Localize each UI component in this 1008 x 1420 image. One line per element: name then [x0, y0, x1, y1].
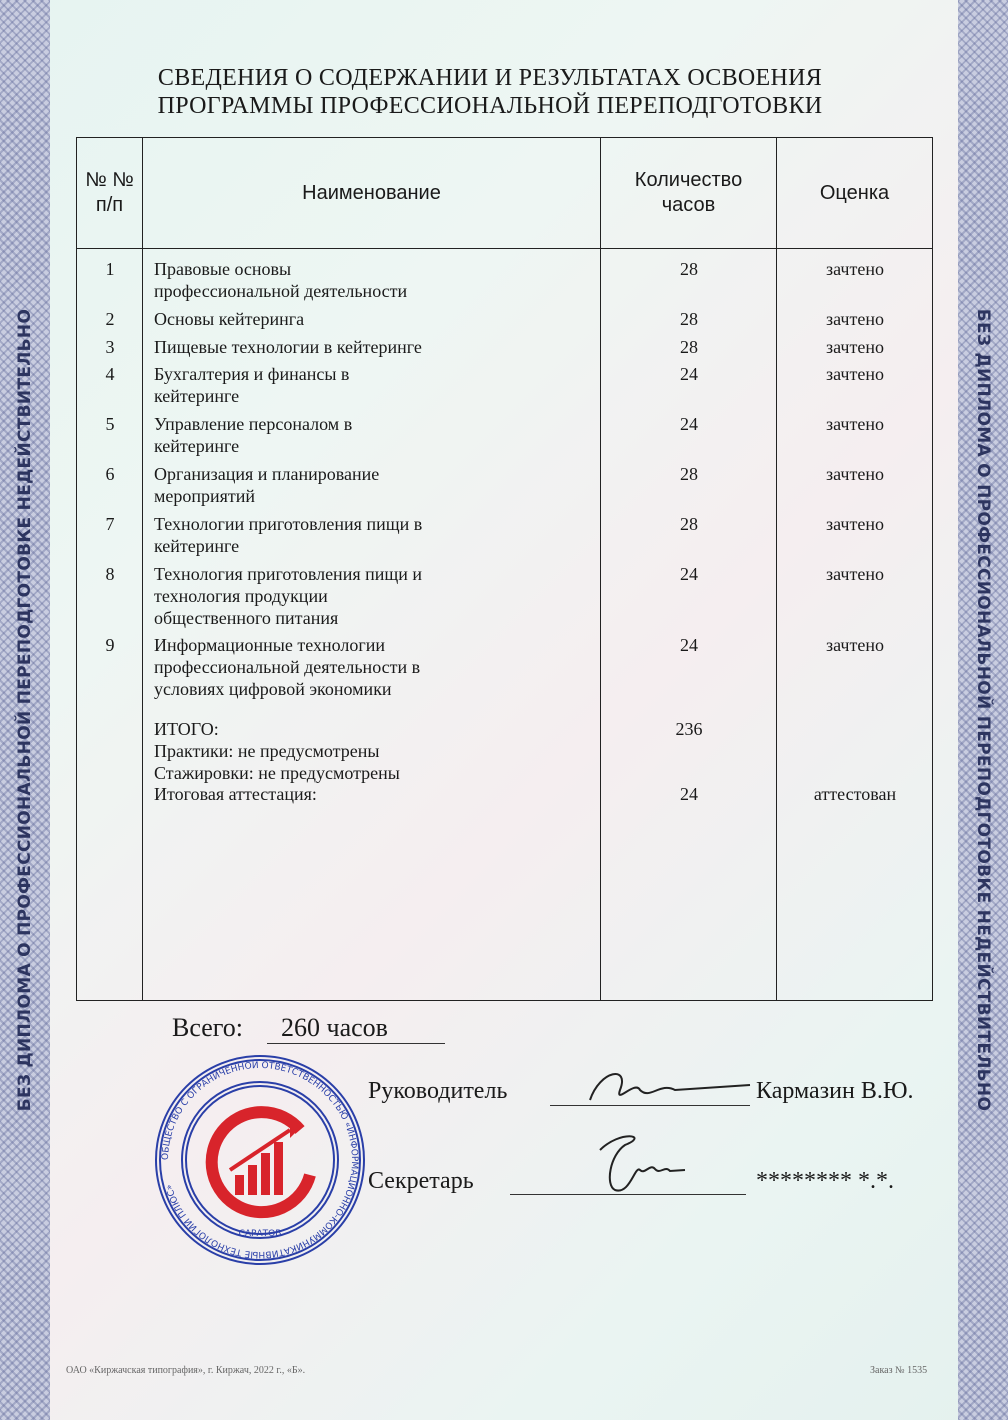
course-name-line: Информационные технологии [154, 635, 386, 655]
row-course-name [154, 336, 504, 358]
organization-seal [150, 1050, 370, 1270]
row-hours: 24 [680, 414, 698, 434]
final-attestation-label: Итоговая аттестация: [154, 784, 317, 804]
practice-note: Практики: не предусмотрены [154, 741, 380, 761]
title-line-1: СВЕДЕНИЯ О СОДЕРЖАНИИ И РЕЗУЛЬТАТАХ ОСВОЕНИЯ [157, 65, 823, 91]
row-grade: зачтено [826, 259, 884, 279]
course-name-line: мероприятий [154, 486, 256, 506]
row-hours: 24 [680, 364, 698, 384]
course-name-line: Управление персоналом в [154, 414, 353, 434]
row-grade: зачтено [826, 364, 884, 384]
left-border-text: БЕЗ ДИПЛОМА О ПРОФЕССИОНАЛЬНОЙ ПЕРЕПОДГОТОВКЕ НЕДЕЙСТВИТЕЛЬНО [15, 308, 35, 1112]
row-hours: 28 [680, 259, 698, 279]
course-name-line: Организация и планирование [154, 464, 380, 484]
head-signature [580, 1060, 760, 1110]
order-number: Заказ № 1535 [870, 1365, 928, 1376]
row-number: 4 [105, 364, 115, 384]
row-course-name [154, 308, 504, 330]
secretary-label: Секретарь [368, 1168, 474, 1194]
header-divider [77, 248, 932, 249]
row-course-name [154, 363, 504, 407]
row-course-name [154, 258, 504, 302]
row-grade: зачтено [826, 414, 884, 434]
row-grade: зачтено [826, 464, 884, 484]
row-course-name [154, 513, 504, 557]
course-name-line: профессиональной деятельности [154, 281, 408, 301]
row-number: 8 [105, 564, 115, 584]
final-attestation-hours: 24 [680, 784, 698, 804]
course-name-line: технология продукции [154, 586, 328, 606]
final-attestation-grade: аттестован [813, 784, 897, 804]
title-line-2: ПРОГРАММЫ ПРОФЕССИОНАЛЬНОЙ ПЕРЕПОДГОТОВКИ [157, 93, 823, 119]
head-label: Руководитель [368, 1078, 508, 1104]
course-name-line: кейтеринге [154, 536, 240, 556]
secretary-name: ******** *.*. [756, 1168, 894, 1194]
header-number [77, 138, 142, 248]
secretary-signature [580, 1125, 700, 1200]
course-name-line: условиях цифровой экономики [154, 679, 392, 699]
row-number: 5 [105, 414, 115, 434]
header-hours [601, 138, 776, 248]
row-course-name [154, 634, 504, 700]
row-number: 1 [105, 259, 115, 279]
internship-note: Стажировки: не предусмотрены [154, 763, 400, 783]
row-hours: 24 [680, 635, 698, 655]
row-hours: 24 [680, 564, 698, 584]
itogo-hours: 236 [675, 719, 703, 739]
course-name-line: общественного питания [154, 608, 339, 628]
header-number-line2: п/п [95, 194, 124, 216]
courses-table [76, 137, 933, 1001]
seal-city: САРАТОВ [238, 1229, 282, 1239]
document-title [90, 64, 890, 120]
course-name-line: кейтеринге [154, 386, 240, 406]
row-grade: зачтено [826, 564, 884, 584]
row-hours: 28 [680, 309, 698, 329]
row-hours: 28 [680, 337, 698, 357]
right-border-text: БЕЗ ДИПЛОМА О ПРОФЕССИОНАЛЬНОЙ ПЕРЕПОДГОТОВКЕ НЕДЕЙСТВИТЕЛЬНО [973, 308, 993, 1112]
row-grade: зачтено [826, 514, 884, 534]
row-number: 6 [105, 464, 115, 484]
row-number: 2 [105, 309, 115, 329]
header-grade: Оценка [819, 181, 890, 204]
course-name-line: Правовые основы [154, 259, 292, 279]
row-course-name [154, 413, 504, 457]
row-hours: 28 [680, 514, 698, 534]
course-name-line: Технологии приготовления пищи в [154, 514, 423, 534]
course-name-line: профессиональной деятельности в [154, 657, 421, 677]
seal-ring-text: ОБЩЕСТВО С ОГРАНИЧЕННОЙ ОТВЕТСТВЕННОСТЬЮ «ИНФОРМАЦИОННО-КОММУНИКАТИВНЫЕ ТЕХНОЛОГИИ ПЛЮС» [160, 1060, 360, 1260]
row-number: 3 [105, 337, 115, 357]
course-name-line: Основы кейтеринга [154, 309, 305, 329]
total-value: 260 часов [267, 1013, 445, 1044]
course-name-line: кейтеринге [154, 436, 240, 456]
row-grade: зачтено [826, 635, 884, 655]
header-number-line1: № № [85, 169, 134, 191]
row-grade: зачтено [826, 337, 884, 357]
row-number: 9 [105, 635, 115, 655]
header-name: Наименование [302, 181, 441, 204]
row-hours: 28 [680, 464, 698, 484]
row-grade: зачтено [826, 309, 884, 329]
header-hours-line1: Количество [634, 169, 743, 191]
course-name-line: Бухгалтерия и финансы в [154, 364, 350, 384]
row-number: 7 [105, 514, 115, 534]
row-course-name [154, 563, 504, 629]
header-hours-line2: часов [661, 194, 716, 216]
course-name-line: Пищевые технологии в кейтеринге [154, 337, 422, 357]
itogo-label: ИТОГО: [154, 719, 219, 739]
head-name: Кармазин В.Ю. [756, 1078, 914, 1104]
total-label: Всего: [172, 1013, 243, 1042]
printer-info: ОАО «Киржачская типография», г. Киржач, 2022 г., «Б». [66, 1365, 306, 1376]
course-name-line: Технология приготовления пищи и [154, 564, 422, 584]
row-course-name [154, 463, 504, 507]
seal-logo-icon [212, 1112, 310, 1212]
